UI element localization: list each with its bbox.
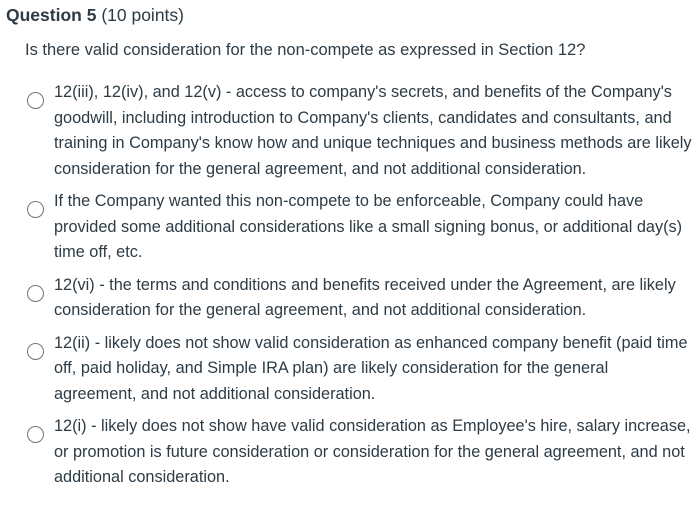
answer-text: 12(ii) - likely does not show valid consideration as enhanced company benefit (paid time off, paid holiday, and Simple IRA plan) are likely consideration for the general agreement, and not additional consideration.	[54, 333, 688, 403]
answer-text: If the Company wanted this non-compete to be enforceable, Company could have provided some additional considerations like a small signing bonus, or additional day(s) time off, etc.	[54, 192, 683, 261]
radio-button[interactable]	[27, 285, 44, 302]
answer-option-3[interactable]	[25, 273, 695, 324]
answer-text: 12(i) - likely does not show have valid consideration as Employee's hire, salary increase, or promotion is future consideration or consideration for the general agreement, and not additional consideration.	[54, 417, 691, 486]
answer-text: 12(vi) - the terms and conditions and benefits received under the Agreement, are likely consideration for the general agreement, and not additional consideration.	[54, 275, 676, 319]
answer-list	[25, 80, 695, 498]
answer-option-5[interactable]	[25, 414, 695, 491]
question-title: Question 5	[6, 5, 97, 25]
question-text: Is there valid consideration for the non-compete as expressed in Section 12?	[25, 41, 586, 59]
answer-option-2[interactable]	[25, 189, 695, 266]
answer-option-4[interactable]	[25, 331, 695, 408]
question-header	[6, 2, 184, 28]
answer-option-1[interactable]	[25, 80, 695, 182]
radio-button[interactable]	[27, 343, 44, 360]
radio-button[interactable]	[27, 426, 44, 443]
answer-text: 12(iii), 12(iv), and 12(v) - access to company's secrets, and benefits of the Company's goodwill, including introduction to Company's clients, candidates and consultants, and training in Company's know how and unique techniques and business methods are likely consideration for the general agreement, and not additional consideration.	[54, 83, 692, 178]
question-points: (10 points)	[101, 5, 184, 25]
radio-button[interactable]	[27, 201, 44, 218]
radio-button[interactable]	[27, 92, 44, 109]
